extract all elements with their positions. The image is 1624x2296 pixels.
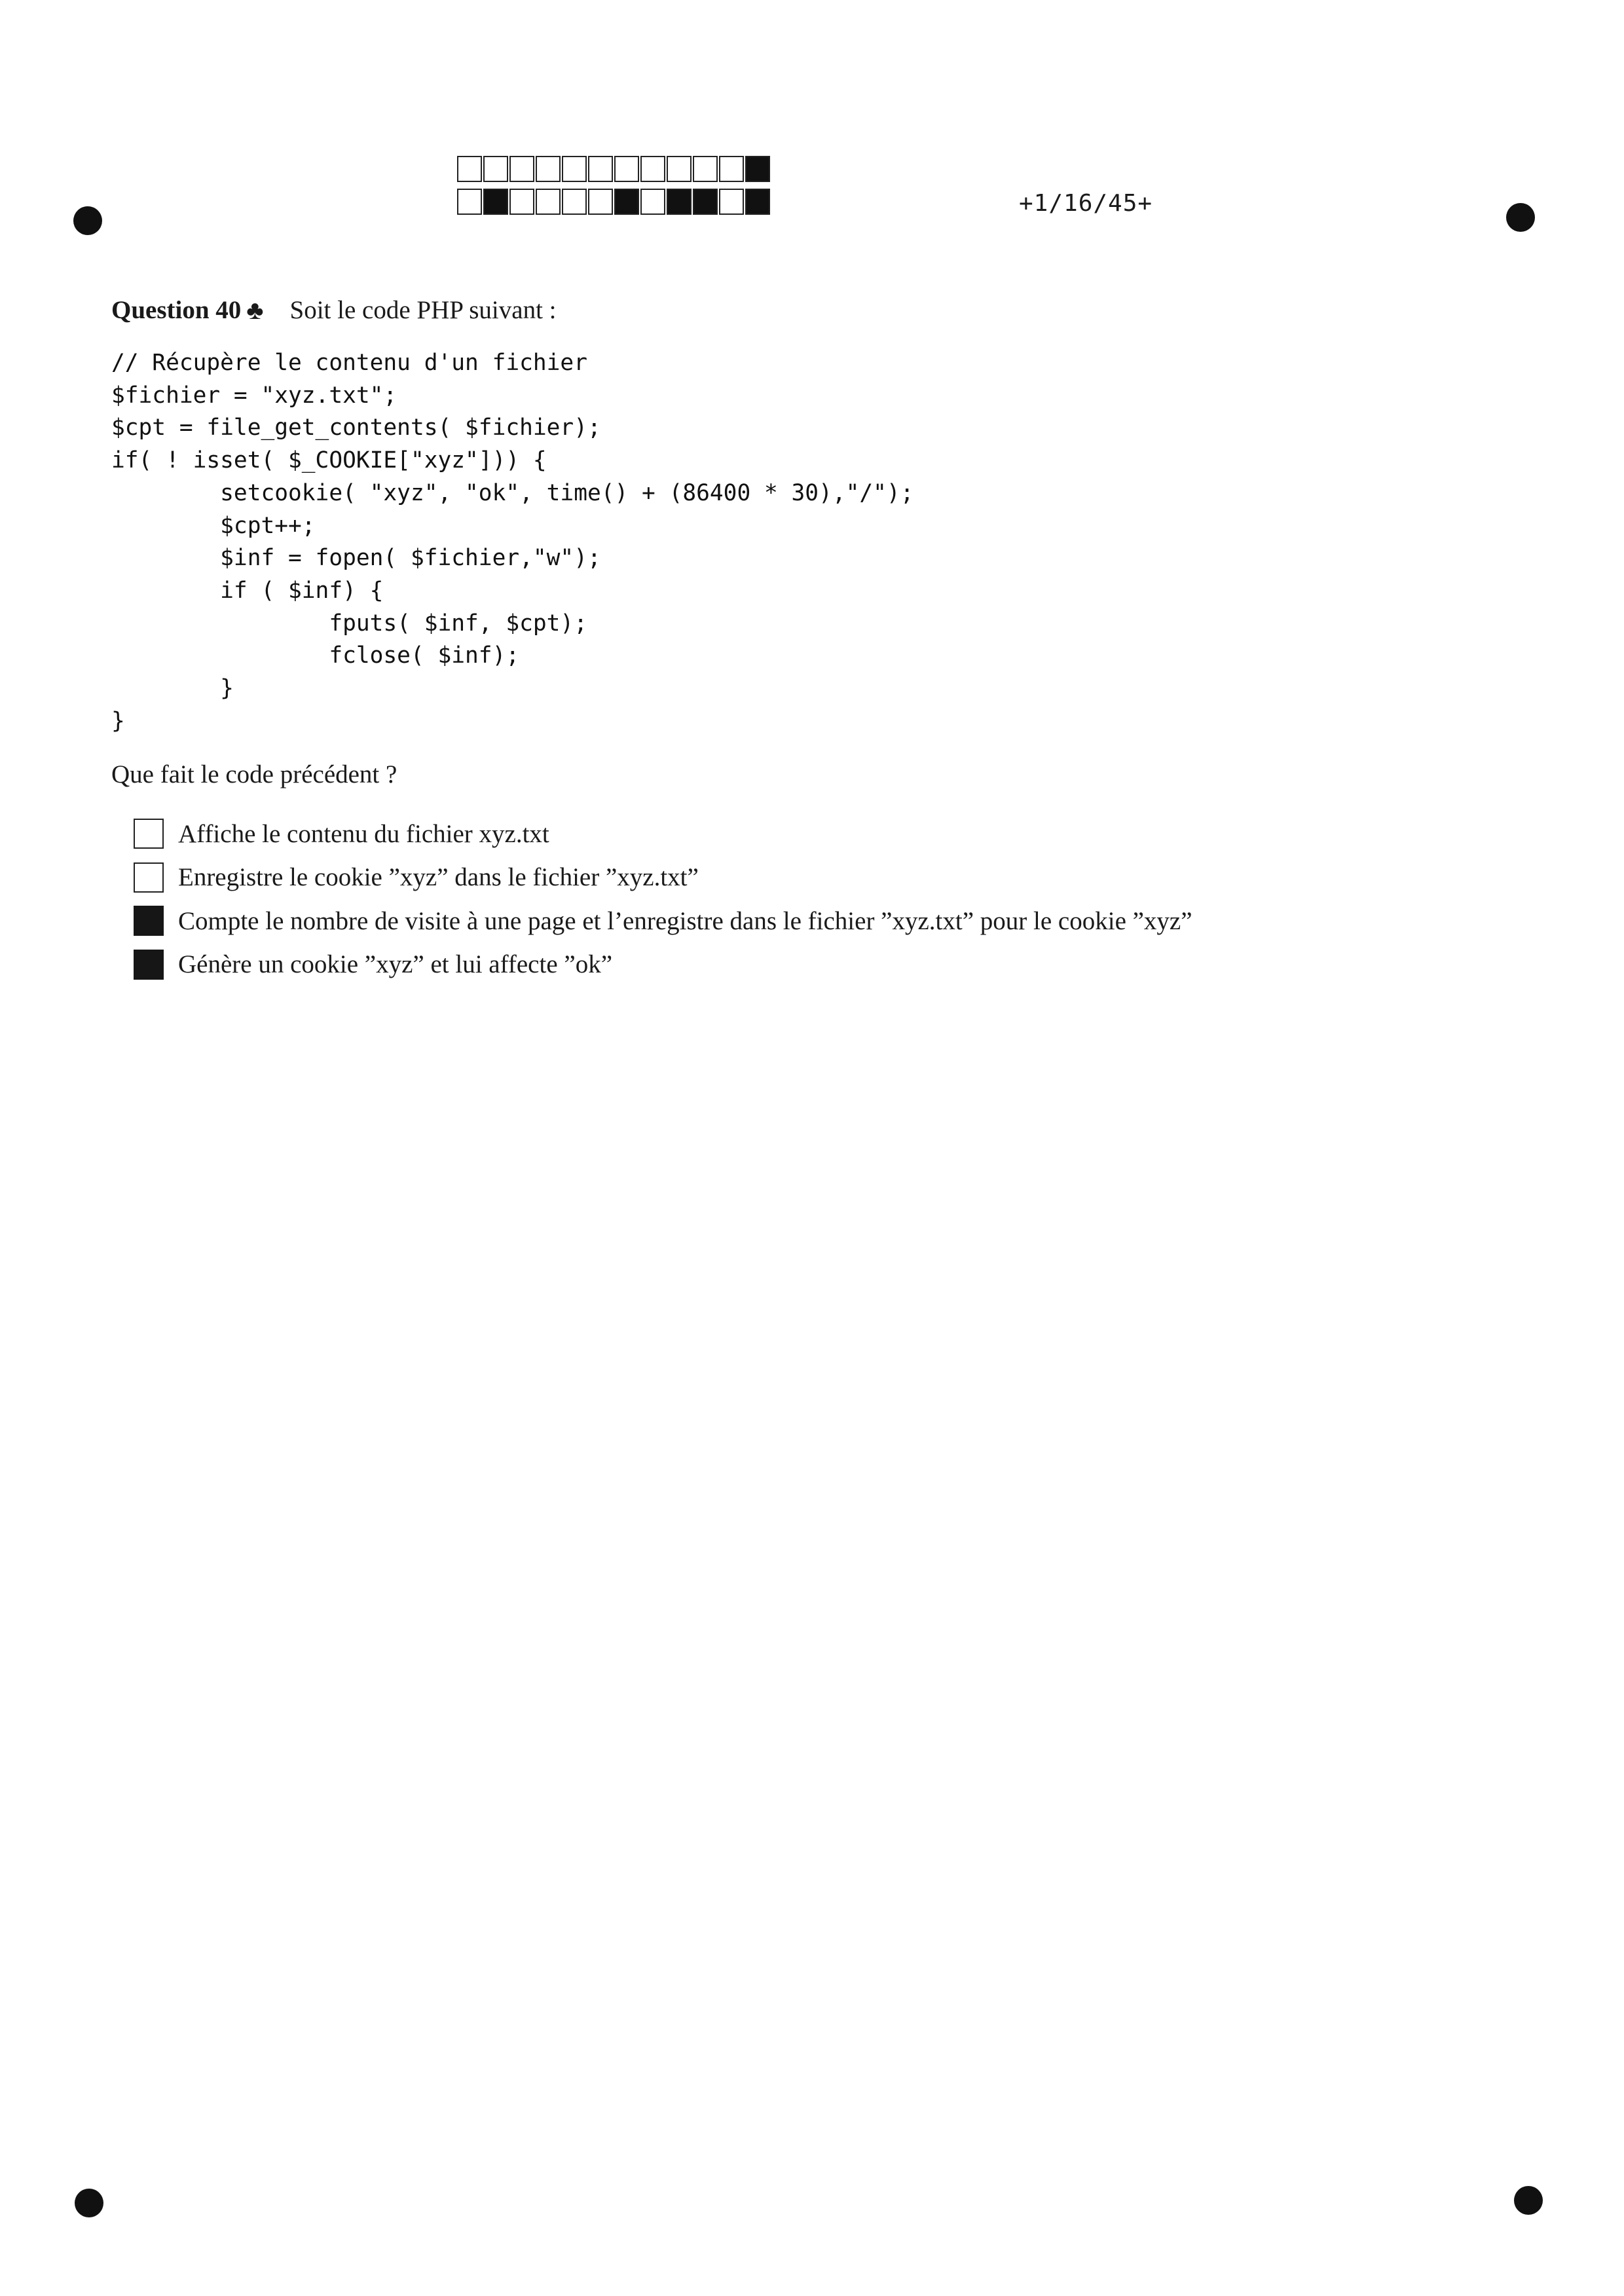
answer-label: Compte le nombre de visite à une page et l’enregistre dans le fichier ”xyz.txt” pour le cookie ”xyz” xyxy=(178,906,1192,935)
question-prompt: Que fait le code précédent ? xyxy=(111,760,397,788)
barcode-bottom-cell xyxy=(667,189,692,215)
answer-label: Enregistre le cookie ”xyz” dans le fichier ”xyz.txt” xyxy=(178,863,699,892)
barcode-top-cell xyxy=(562,156,587,182)
barcode-bottom-cell xyxy=(536,189,561,215)
barcode-top-cell xyxy=(614,156,639,182)
barcode-top-cell xyxy=(457,156,482,182)
barcode-bottom-cell xyxy=(693,189,718,215)
answer-option[interactable] xyxy=(134,899,1192,943)
barcode-bottom-cell xyxy=(614,189,639,215)
answer-checkbox[interactable] xyxy=(134,862,164,893)
question-intro: Soit le code PHP suivant : xyxy=(289,296,557,324)
php-code-block: // Récupère le contenu d'un fichier $fichier = "xyz.txt"; $cpt = file_get_contents( $fichier); if( ! isset( $_COOKIE["xyz"])) { setcookie( "xyz", "ok", time() + (86400 * 30),"/"); $cpt++; $inf = fopen( $fichier,"w"); if ( $inf) { fputs( $inf, $cpt); fclose( $inf); } } xyxy=(111,350,914,734)
barcode-top-cell xyxy=(640,156,665,182)
answer-option[interactable] xyxy=(134,812,1192,856)
page-barcode-bottom xyxy=(457,189,771,215)
barcode-top-cell xyxy=(667,156,692,182)
answer-checkbox[interactable] xyxy=(134,906,164,936)
registration-mark-bottom-right xyxy=(1514,2186,1543,2215)
registration-mark-bottom-left xyxy=(75,2189,103,2217)
club-icon: ♣ xyxy=(246,295,264,325)
question-number: Question 40 xyxy=(111,296,242,324)
barcode-top-cell xyxy=(693,156,718,182)
barcode-bottom-cell xyxy=(562,189,587,215)
barcode-bottom-cell xyxy=(457,189,482,215)
answer-list xyxy=(134,812,1192,986)
answer-checkbox[interactable] xyxy=(134,819,164,849)
barcode-top-cell xyxy=(509,156,534,182)
barcode-bottom-cell xyxy=(745,189,770,215)
barcode-top-cell xyxy=(719,156,744,182)
barcode-bottom-cell xyxy=(509,189,534,215)
barcode-top-cell xyxy=(588,156,613,182)
barcode-bottom-cell xyxy=(640,189,665,215)
answer-option[interactable] xyxy=(134,943,1192,987)
answer-label: Génère un cookie ”xyz” et lui affecte ”ok” xyxy=(178,950,612,979)
registration-mark-top-left xyxy=(73,206,102,235)
page-identifier: +1/16/45+ xyxy=(1019,190,1153,217)
answer-checkbox[interactable] xyxy=(134,950,164,980)
page-barcode-top xyxy=(457,156,771,182)
barcode-bottom-cell xyxy=(483,189,508,215)
question-header xyxy=(111,295,557,325)
barcode-bottom-cell xyxy=(588,189,613,215)
barcode-top-cell xyxy=(745,156,770,182)
registration-mark-top-right xyxy=(1506,203,1535,232)
answer-option[interactable] xyxy=(134,856,1192,900)
barcode-bottom-cell xyxy=(719,189,744,215)
barcode-top-cell xyxy=(483,156,508,182)
answer-label: Affiche le contenu du fichier xyz.txt xyxy=(178,819,549,848)
barcode-top-cell xyxy=(536,156,561,182)
